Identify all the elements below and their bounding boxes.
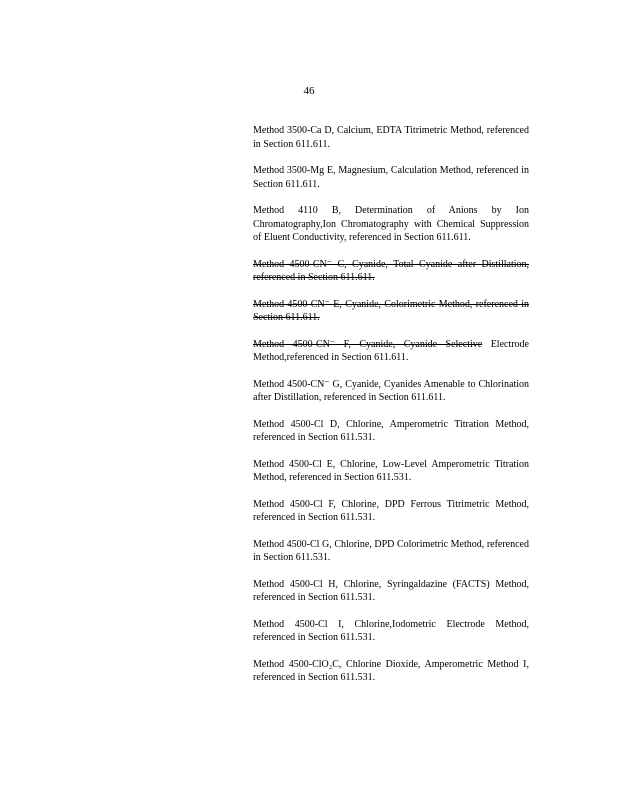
entry-text: Method 4500-Cl G, Chlorine, DPD Colorimetric Method, referenced in Section 611.531. [253, 538, 529, 563]
method-entry-deleted [253, 298, 529, 325]
method-entry [253, 658, 529, 685]
method-entry [253, 618, 529, 645]
entry-text: Method 4500-Cl E, Chlorine, Low-Level Amperometric Titration Method, referenced in Section 611.531. [253, 458, 529, 483]
entry-text: Method 4110 B, Determination of Anions by Ion Chromatography,Ion Chromatography with Chemical Suppression of Eluent Conductivity, referenced in Section 611.611. [253, 205, 529, 243]
entry-text: Method 3500-Mg E, Magnesium, Calculation Method, referenced in Section 611.611. [253, 165, 529, 190]
entry-text: Method 4500-Cl H, Chlorine, Syringaldazine (FACTS) Method, referenced in Section 611.531. [253, 578, 529, 603]
method-entry [253, 124, 529, 151]
entry-text: Method 4500-Cl I, Chlorine,Iodometric Electrode Method, referenced in Section 611.531. [253, 618, 529, 643]
entry-text: Method 4500-Cl D, Chlorine, Amperometric Titration Method, referenced in Section 611.531. [253, 418, 529, 443]
entry-text: Method 3500-Ca D, Calcium, EDTA Titrimetric Method, referenced in Section 611.611. [253, 125, 529, 150]
method-entry-deleted [253, 258, 529, 285]
method-entry [253, 378, 529, 405]
page-number: 46 [303, 85, 315, 97]
struck-text: Method 4500-CN⁻ F, Cyanide, Cyanide Selective [253, 338, 483, 350]
struck-text: Method 4500-CN⁻ E, Cyanide, Colorimetric Method, referenced in Section 611.611. [253, 298, 529, 323]
entry-text: Method 4500-CN⁻ G, Cyanide, Cyanides Amenable to Chlorination after Distillation, referenced in Section 611.611. [253, 378, 529, 403]
method-entry [253, 418, 529, 445]
entry-text: Method 4500-Cl F, Chlorine, DPD Ferrous Titrimetric Method, referenced in Section 611.531. [253, 498, 529, 523]
method-entry [253, 204, 529, 245]
struck-text: Method 4500-CN⁻ C, Cyanide, Total Cyanide after Distillation, referenced in Section 611.611. [253, 258, 529, 283]
method-entry [253, 538, 529, 565]
entry-text: Method 4500-ClO₂C, Chlorine Dioxide, Amperometric Method I, referenced in Section 611.531. [253, 658, 529, 683]
method-entry-amended [253, 338, 529, 365]
entry-text: Electrode Method,referenced in Section 611.611. [253, 338, 530, 363]
method-entry [253, 164, 529, 191]
method-list [253, 124, 529, 698]
method-entry [253, 498, 529, 525]
method-entry [253, 458, 529, 485]
method-entry [253, 578, 529, 605]
